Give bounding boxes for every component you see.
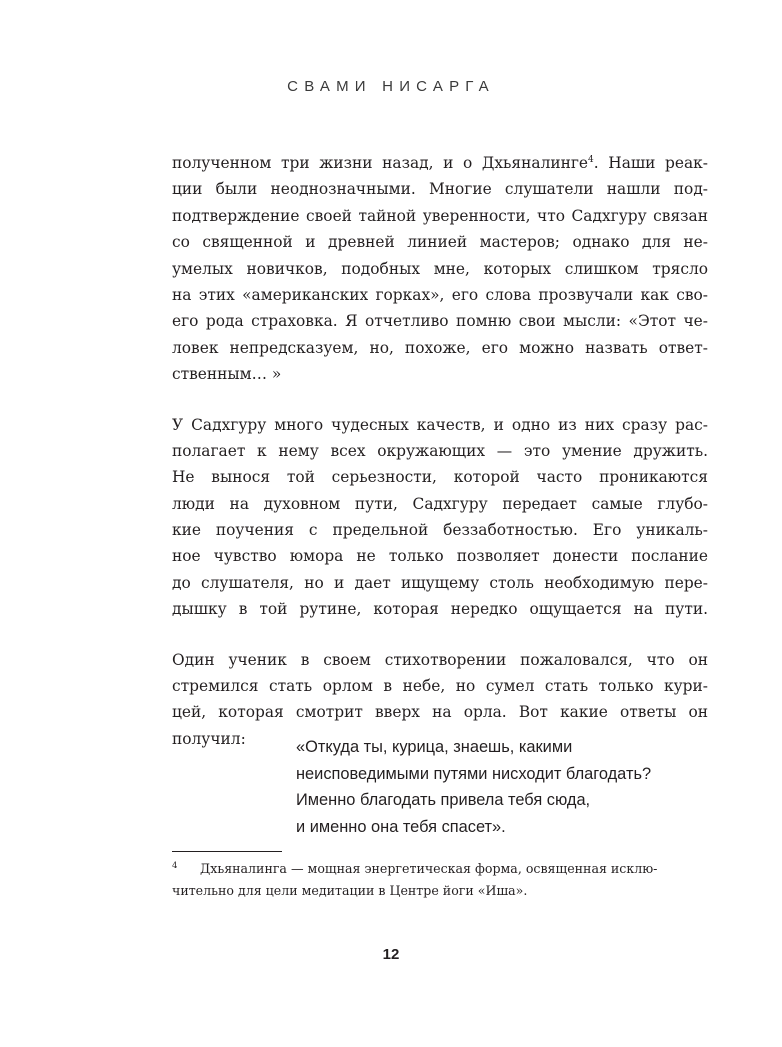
poem-quote: [296, 734, 651, 840]
paragraph-gap: [172, 388, 708, 412]
page-number: 12: [382, 946, 400, 963]
quote-line: «Откуда ты, курица, знаешь, какими: [296, 738, 573, 756]
text-line: дышку в той рутине, которая нередко ощущается на пути.: [172, 600, 708, 619]
text-line: со священной и древней линией мастеров; однако для не-: [172, 233, 708, 252]
text-line: люди на духовном пути, Садхгуру передает самые глубо-: [172, 494, 708, 513]
paragraph-1: [172, 150, 708, 388]
text-line: ственным… »: [172, 365, 282, 384]
text-line: полагает к нему всех окружающих — это умение дружить.: [172, 441, 708, 460]
text-line: Один ученик в своем стихотворении пожаловался, что он: [172, 650, 708, 669]
quote-line: Именно благодать привела тебя сюда,: [296, 791, 591, 810]
text-line: полученном три жизни назад, и о Дхьяналинге$^4$. Наши реак-: [172, 154, 708, 172]
footnote-divider: [172, 851, 282, 852]
text-line: ное чувство юмора не только позволяет донести послание: [172, 547, 708, 566]
footnote-reference[interactable]: 4: [588, 154, 594, 165]
quote-line: и именно она тебя спасет».: [296, 817, 506, 836]
text-line: ции были неоднозначными. Многие слушатели нашли под-: [172, 180, 708, 199]
footnote-line: Дхьяналинга — мощная энергетическая форма, освященная исклю-: [200, 861, 658, 876]
text-line: до слушателя, но и дает ищущему столь необходимую пере-: [172, 573, 708, 592]
quote-line: неисповедимыми путями нисходит благодать?: [296, 764, 652, 783]
text-line: умелых новичков, подобных мне, которых слишком трясло: [172, 259, 708, 278]
footnote-line: чительно для цели медитации в Центре йоги «Иша».: [172, 882, 528, 898]
text-line: кие поучения с предельной беззаботностью. Его уникаль-: [172, 521, 708, 540]
running-head: СВАМИ НИСАРГА: [287, 78, 495, 95]
text-line: Не вынося той серьезности, которой часто проникаются: [172, 468, 708, 487]
body-text: [172, 150, 708, 752]
text-line: его рода страховка. Я отчетливо помню свои мысли: «Этот че-: [172, 312, 708, 331]
footnote: [172, 858, 708, 901]
paragraph-2: [172, 412, 708, 623]
text-line: получил:: [172, 729, 246, 748]
footnote-number: 4: [172, 861, 178, 871]
text-line: У Садхгуру много чудесных качеств, и одно из них сразу рас-: [172, 415, 708, 434]
text-line: на этих «американских горках», его слова прозвучали как сво-: [172, 285, 708, 304]
text-line: ловек непредсказуем, но, похоже, его можно назвать ответ-: [172, 338, 708, 357]
paragraph-gap: [172, 623, 708, 647]
text-line: цей, которая смотрит вверх на орла. Вот какие ответы он: [172, 703, 708, 722]
text-line: подтверждение своей тайной уверенности, что Садхгуру связан: [172, 206, 708, 225]
text-line: стремился стать орлом в небе, но сумел стать только кури-: [172, 677, 708, 696]
